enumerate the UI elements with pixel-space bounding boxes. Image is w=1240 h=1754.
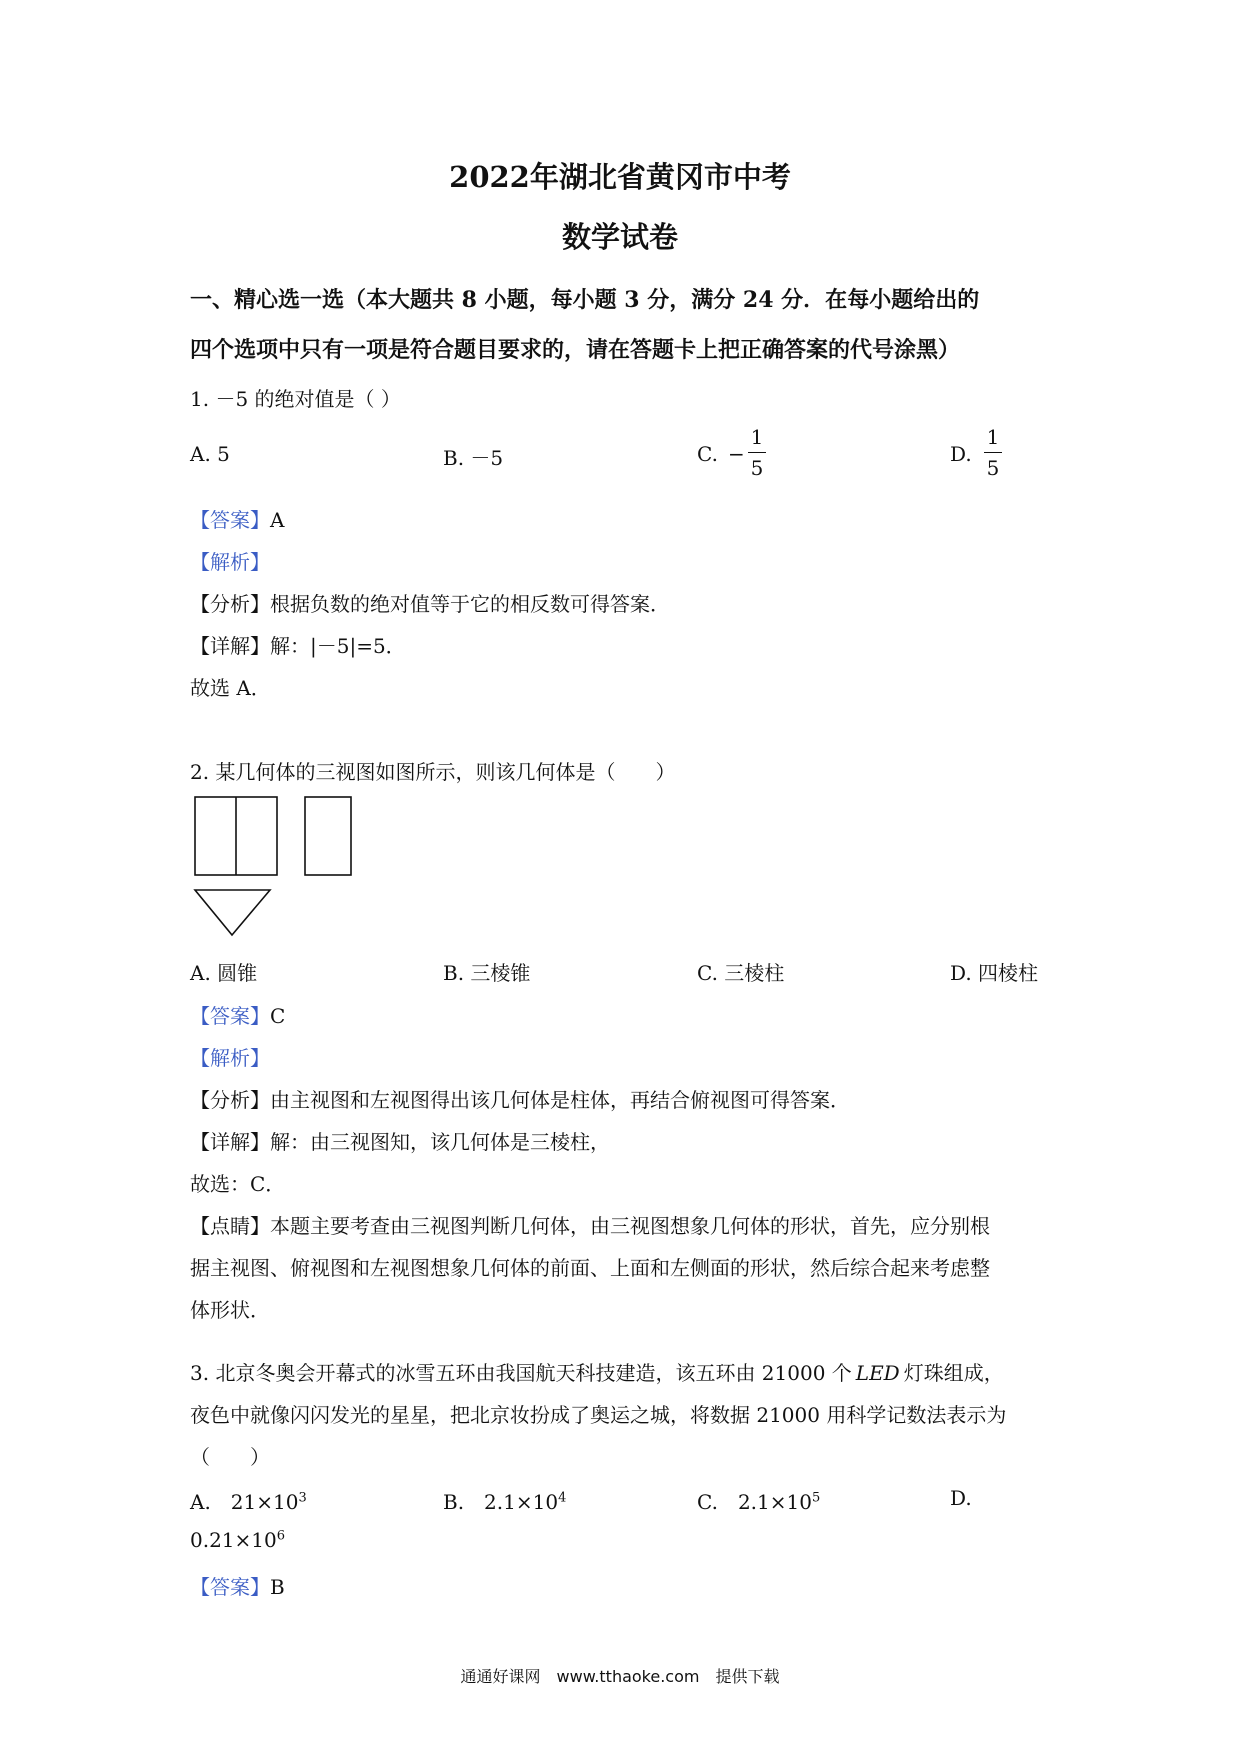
top-view <box>195 890 270 935</box>
q1-conclusion: 故选 A． <box>190 676 271 700</box>
fenxi-text: 根据负数的绝对值等于它的相反数可得答案． <box>270 592 670 616</box>
q3-option-b-exponent: 4 <box>558 1490 567 1506</box>
q1-stem: 1. －5 的绝对值是（ ） <box>190 387 401 411</box>
q2-option-a: A. 圆锥 <box>190 961 258 985</box>
answer-tag: 【答案】 <box>190 508 270 532</box>
xiangjie-tag: 【详解】 <box>190 1130 270 1154</box>
dianjing-tag: 【点睛】 <box>190 1214 270 1238</box>
q3-option-d-base: 0.21×10 <box>190 1528 277 1552</box>
q3-option-a-base: A. 21×10 <box>190 1490 299 1514</box>
answer-value: C <box>270 1004 286 1028</box>
q1-option-b: B. －5 <box>443 446 504 470</box>
q2-dianjing-line3: 体形状． <box>190 1298 270 1322</box>
fraction-bar <box>984 452 1002 453</box>
q3-option-b <box>443 1486 566 1515</box>
front-view <box>195 797 277 875</box>
q2-fenxi <box>190 1084 850 1113</box>
xiangjie-text: 解：|－5|=5． <box>270 634 406 658</box>
answer-tag: 【答案】 <box>190 1575 270 1599</box>
q2-xiangjie <box>190 1126 610 1155</box>
q3-option-c-exponent: 5 <box>811 1490 821 1506</box>
q3-answer <box>190 1571 285 1600</box>
q3-option-a-exponent: 3 <box>298 1490 307 1506</box>
q3-option-c-base: C. 2.1×10 <box>697 1490 812 1514</box>
q1-option-c-label: C. <box>697 442 718 466</box>
page-title: 2022年湖北省黄冈市中考 <box>449 160 791 194</box>
q3-option-d-label: D. <box>950 1486 972 1510</box>
q3-option-c <box>697 1486 820 1515</box>
q1-answer <box>190 504 284 533</box>
q2-answer <box>190 1000 285 1029</box>
q1-option-a: A. 5 <box>190 442 230 466</box>
q3-stem-end: 灯珠组成， <box>903 1361 1004 1385</box>
q2-option-d: D. 四棱柱 <box>950 961 1039 985</box>
q3-stem-start: 3. 北京冬奥会开幕式的冰雪五环由我国航天科技建造，该五环由 21000 个 <box>190 1361 852 1385</box>
fenxi-tag: 【分析】 <box>190 592 270 616</box>
xiangjie-tag: 【详解】 <box>190 634 270 658</box>
three-view-diagram <box>190 795 370 945</box>
q3-stem-line2: 夜色中就像闪闪发光的星星，把北京妆扮成了奥运之城，将数据 21000 用科学记数法表示为 <box>190 1403 1007 1427</box>
q2-dianjing-line1 <box>190 1210 990 1239</box>
page-footer: 通通好课网 www.tthaoke.com 提供下载 <box>460 1667 780 1686</box>
dianjing-text: 本题主要考查由三视图判断几何体，由三视图想象几何体的形状，首先，应分别根 <box>270 1214 990 1238</box>
q3-option-b-base: B. 2.1×10 <box>443 1490 559 1514</box>
q3-option-a <box>190 1486 307 1515</box>
q1-fenxi <box>190 588 670 617</box>
q1-option-c-fraction <box>748 424 766 481</box>
q3-stem-led: LED <box>855 1361 900 1385</box>
q3-stem-line3: （ ） <box>190 1445 270 1469</box>
q1-option-c-sign: − <box>728 442 745 466</box>
q1-option-d-numerator: 1 <box>986 425 1000 449</box>
q3-option-d-exponent: 6 <box>276 1528 286 1544</box>
section-header-line2: 四个选项中只有一项是符合题目要求的，请在答题卡上把正确答案的代号涂黑） <box>190 337 961 363</box>
fraction-bar <box>748 452 766 453</box>
q2-analysis-tag: 【解析】 <box>190 1046 270 1070</box>
answer-value: A <box>270 508 285 532</box>
q2-dianjing-line2: 据主视图、俯视图和左视图想象几何体的前面、上面和左侧面的形状，然后综合起来考虑整 <box>190 1256 990 1280</box>
q1-option-d-fraction <box>984 424 1002 481</box>
fenxi-tag: 【分析】 <box>190 1088 270 1112</box>
answer-value: B <box>270 1575 285 1599</box>
q1-option-c-denominator: 5 <box>750 456 764 480</box>
side-view <box>305 797 351 875</box>
page-subtitle: 数学试卷 <box>561 220 678 254</box>
q1-option-d-denominator: 5 <box>986 456 1000 480</box>
q1-analysis-tag: 【解析】 <box>190 550 270 574</box>
section-header-line1: 一、精心选一选（本大题共 8 小题，每小题 3 分，满分 24 分．在每小题给出的 <box>190 287 980 313</box>
q1-option-c-numerator: 1 <box>750 425 764 449</box>
xiangjie-text: 解：由三视图知，该几何体是三棱柱， <box>270 1130 610 1154</box>
q2-option-c: C. 三棱柱 <box>697 961 785 985</box>
fenxi-text: 由主视图和左视图得出该几何体是柱体，再结合俯视图可得答案． <box>270 1088 850 1112</box>
q2-stem: 2. 某几何体的三视图如图所示，则该几何体是（ ） <box>190 760 676 784</box>
q1-xiangjie <box>190 630 406 659</box>
answer-tag: 【答案】 <box>190 1004 270 1028</box>
q2-conclusion: 故选：C． <box>190 1172 286 1196</box>
q1-option-d-label: D. <box>950 442 972 466</box>
q3-option-d <box>190 1528 285 1552</box>
q2-option-b: B. 三棱锥 <box>443 961 531 985</box>
q3-stem-line1 <box>190 1357 1004 1386</box>
